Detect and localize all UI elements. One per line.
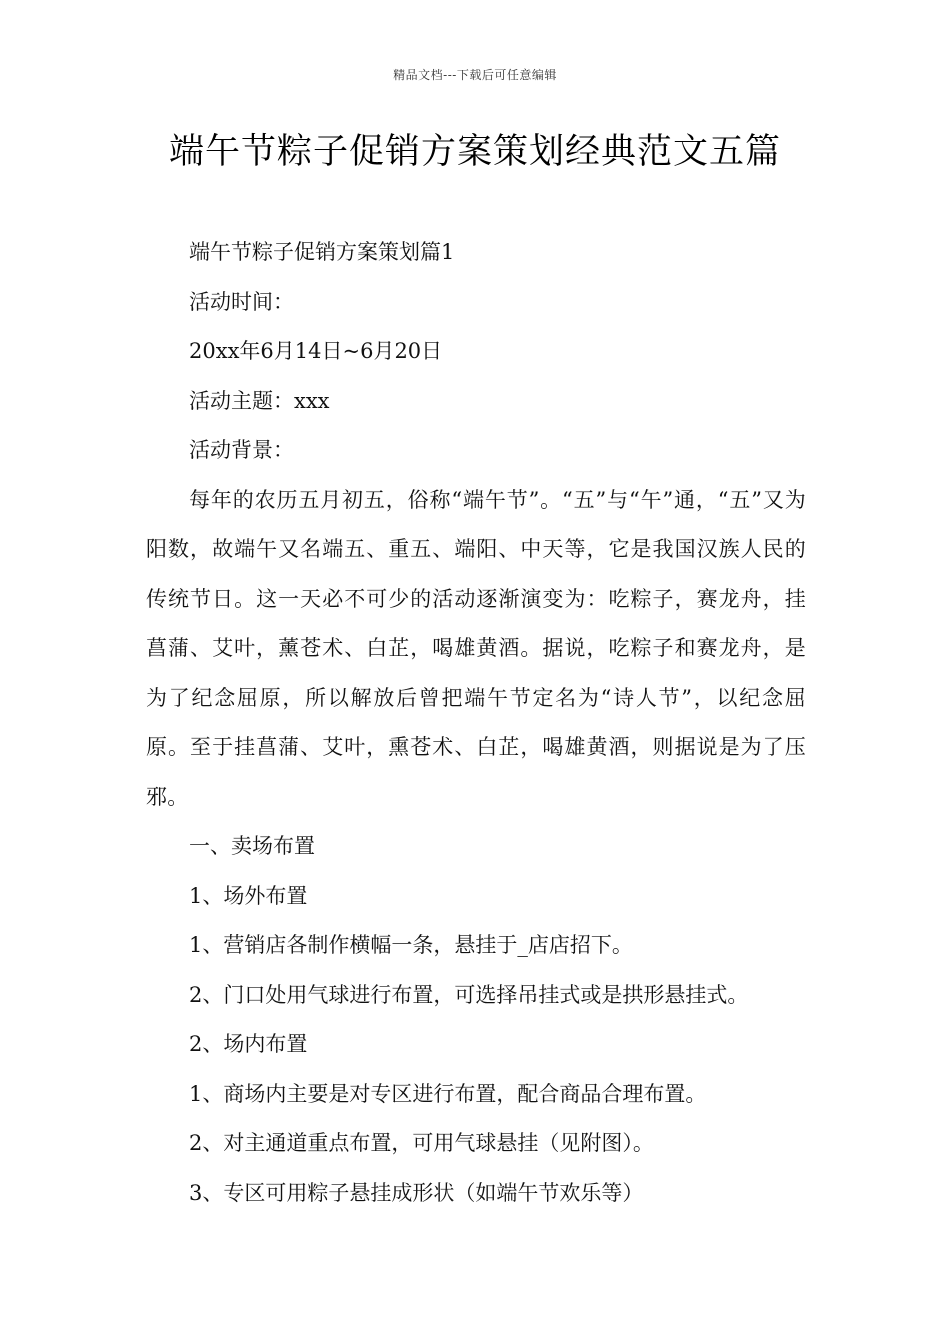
activity-time-value: 20xx年6月14日~6月20日 xyxy=(189,339,443,363)
activity-time-label: 活动时间： xyxy=(189,289,294,314)
document-body xyxy=(146,228,806,1218)
section-heading: 端午节粽子促销方案策划篇1 xyxy=(189,240,455,264)
list-item: 2、门口处用气球进行布置，可选择吊挂式或是拱形悬挂式。 xyxy=(189,982,749,1007)
subheading-outdoor-layout: 1、场外布置 xyxy=(189,883,308,908)
activity-background-label: 活动背景： xyxy=(189,438,294,462)
list-item: 2、对主通道重点布置，可用气球悬挂（见附图）。 xyxy=(189,1131,654,1155)
list-item: 1、商场内主要是对专区进行布置，配合商品合理布置。 xyxy=(189,1081,707,1106)
header-note: 精品文档---下载后可任意编辑 xyxy=(393,68,557,82)
document-title: 端午节粽子促销方案策划经典范文五篇 xyxy=(168,132,781,172)
activity-theme: 活动主题：xxx xyxy=(189,388,330,413)
list-item: 1、营销店各制作横幅一条，悬挂于_店店招下。 xyxy=(189,933,633,957)
heading-venue-layout: 一、卖场布置 xyxy=(189,834,315,858)
subheading-indoor-layout: 2、场内布置 xyxy=(189,1032,308,1056)
list-item: 3、专区可用粽子悬挂成形状（如端午节欢乐等） xyxy=(189,1180,644,1205)
background-paragraph: 每年的农历五月初五，俗称“端午节”。“五”与“午”通，“五”又为阳数，故端午又名端五、重五、端阳、中天等，它是我国汉族人民的传统节日。这一天必不可少的活动逐渐演变为：吃粽子，赛龙舟，挂菖蒲、艾叶，薰苍术、白芷，喝雄黄酒。据说，吃粽子和赛龙舟，是为了纪念屈原，所以解放后曾把端午节定名为“诗人节”，以纪念屈原。至于挂菖蒲、艾叶，熏苍术、白芷，喝雄黄酒，则据说是为了压邪。 xyxy=(146,487,806,809)
